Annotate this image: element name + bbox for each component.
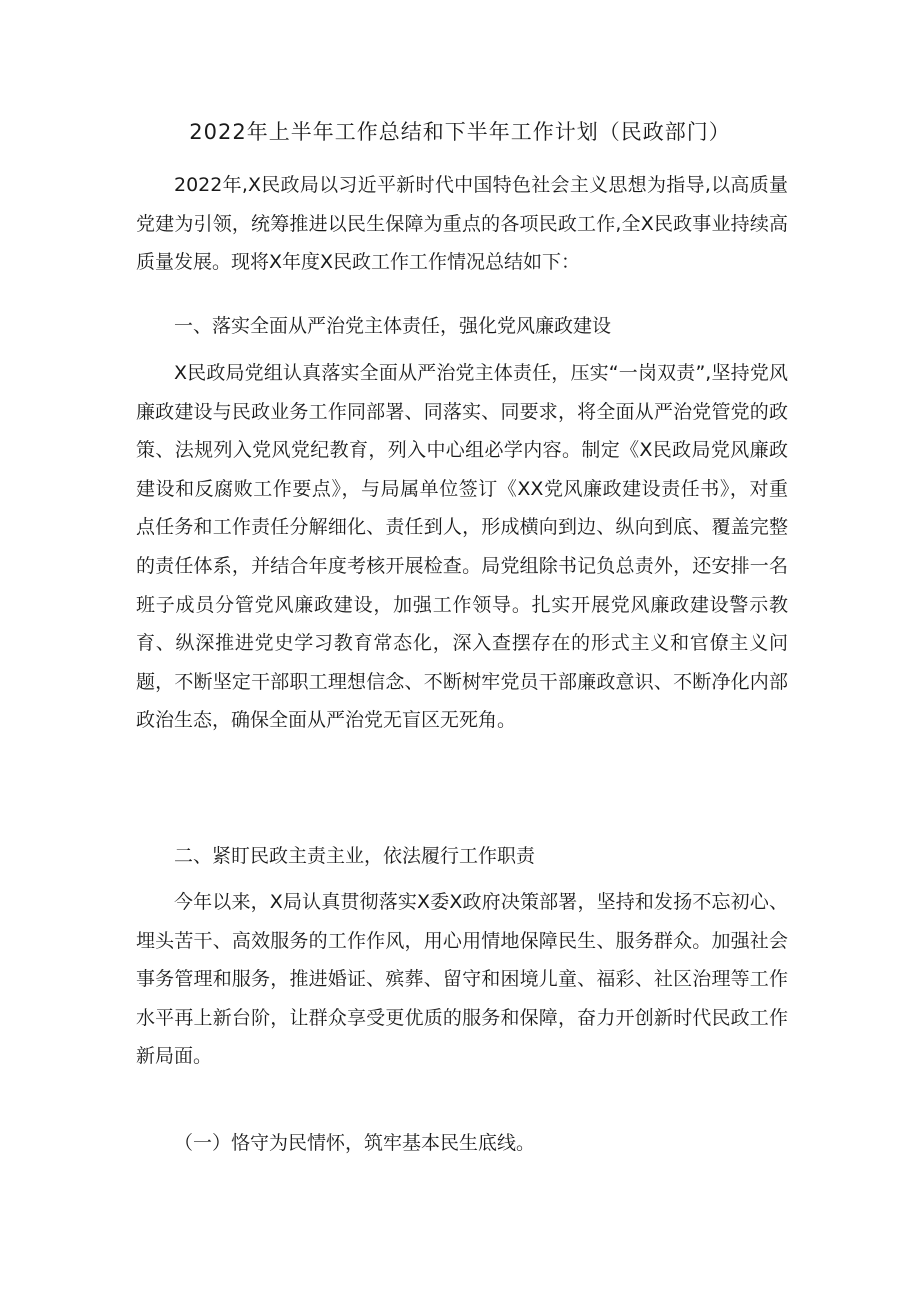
document-title: 2022年上半年工作总结和下半年工作计划（民政部门） [189,120,731,144]
subsection-heading: （一）恪守为民情怀，筑牢基本民生底线。 [174,1132,536,1154]
intro-paragraph: 2022年,X民政局以习近平新时代中国特色社会主义思想为指导,以高质量党建为引领，统筹推进以民生保障为重点的各项民政工作,全X民政事业持续高质量发展。现将X年度X民政工作工作情况总结如下： [136,174,788,274]
section-1-paragraph: X民政局党组认真落实全面从严治党主体责任，压实“一岗双责”,坚持党风廉政建设与民政业务工作同部署、同落实、同要求，将全面从严治党管党的政策、法规列入党风党纪教育，列入中心组必学内容。制定《X民政局党风廉政建设和反腐败工作要点》，与局属单位签订《XX党风廉政建设责任书》，对重点任务和工作责任分解细化、责任到人，形成横向到边、纵向到底、覆盖完整的责任体系，并结合年度考核开展检查。局党组除书记负总责外，还安排一名班子成员分管党风廉政建设，加强工作领导。扎实开展党风廉政建设警示教育、纵深推进党史学习教育常态化，深入查摆存在的形式主义和官僚主义问题，不断坚定干部职工理想信念、不断树牢党员干部廉政意识、不断净化内部政治生态，确保全面从严治党无盲区无死角。 [136,362,788,732]
section-2-heading: 二、紧盯民政主责主业，依法履行工作职责 [174,845,536,867]
section-2-paragraph: 今年以来，X局认真贯彻落实X委X政府决策部署，坚持和发扬不忘初心、埋头苦干、高效服务的工作作风，用心用情地保障民生、服务群众。加强社会事务管理和服务，推进婚证、殡葬、留守和困境儿童、福彩、社区治理等工作水平再上新台阶，让群众享受更优质的服务和保障，奋力开创新时代民政工作新局面。 [136,891,788,1068]
section-1-heading: 一、落实全面从严治党主体责任，强化党风廉政建设 [174,315,612,337]
